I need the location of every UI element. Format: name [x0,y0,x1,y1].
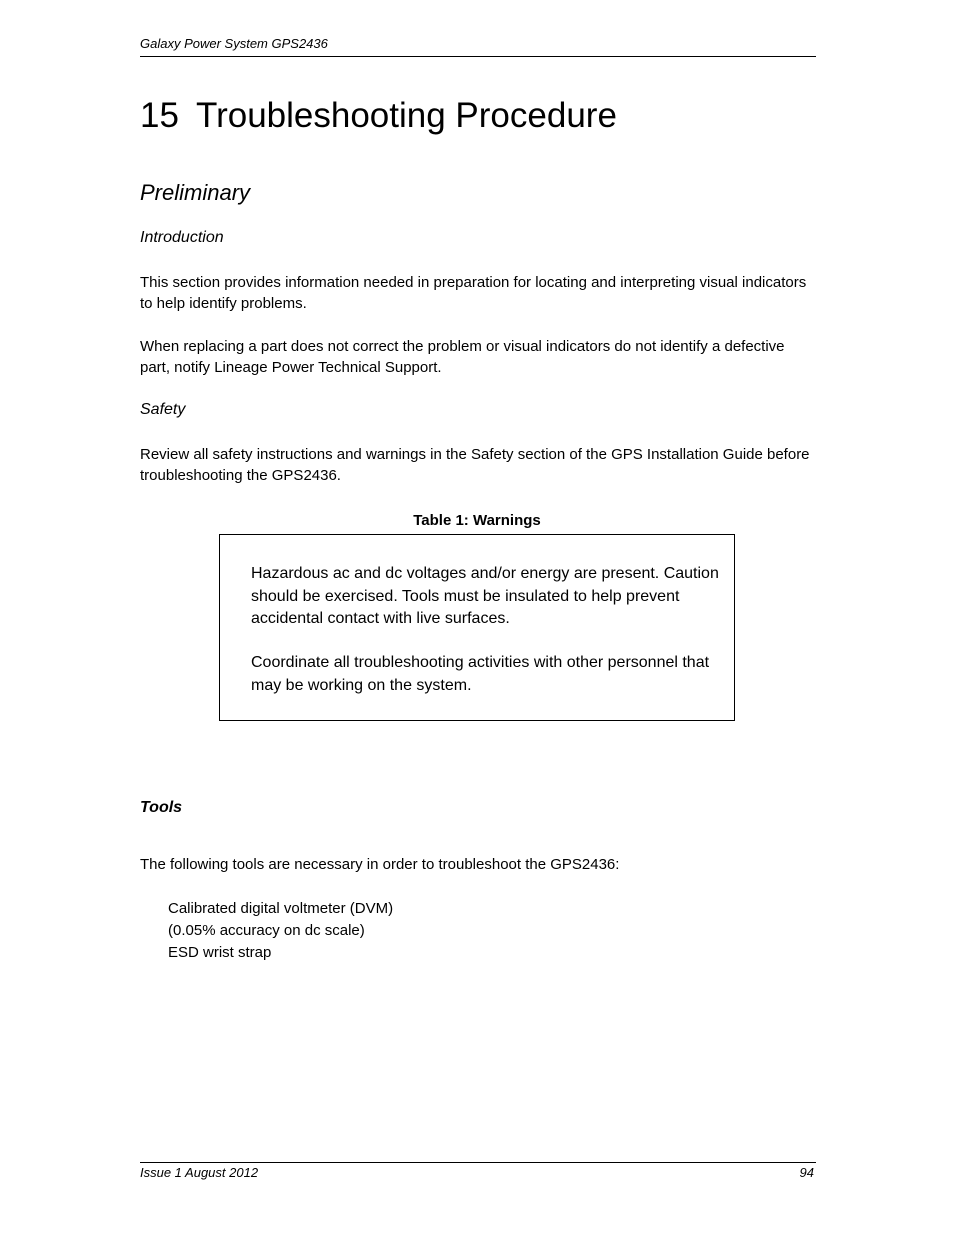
tools-intro: The following tools are necessary in order to troubleshoot the GPS2436: [140,856,620,873]
warnings-table [219,534,735,721]
running-header: Galaxy Power System GPS2436 [140,36,328,51]
warning-item: Coordinate all troubleshooting activities with other personnel that may be working on the system. [251,654,710,694]
subheading-introduction: Introduction [140,229,224,246]
safety-paragraph: Review all safety instructions and warnings in the Safety section of the GPS Installation Guide before troubleshooting the GPS2436. [140,446,810,484]
footer-rule [140,1162,816,1163]
header-rule [140,56,816,57]
section-heading-preliminary: Preliminary [140,180,251,205]
intro-paragraph-2: When replacing a part does not correct the problem or visual indicators do not identify a defective part, notify Lineage Power Technical Support. [140,338,785,376]
list-item: Calibrated digital voltmeter (DVM) [168,900,394,917]
chapter-title-text: Troubleshooting Procedure [196,96,617,135]
list-item: (0.05% accuracy on dc scale) [168,922,365,939]
page-number: 94 [799,1165,814,1180]
list-item: ESD wrist strap [168,944,272,961]
chapter-number: 15 [140,96,179,135]
intro-paragraph-1: This section provides information needed in preparation for locating and interpreting visual indicators to help identify problems. [140,274,807,312]
table-caption: Table 1: Warnings [413,512,541,529]
footer-issue: Issue 1 August 2012 [140,1165,259,1180]
chapter-title [140,96,617,136]
subheading-tools: Tools [140,799,183,816]
subheading-safety: Safety [140,401,186,418]
tools-list [168,898,393,964]
warning-item: Hazardous ac and dc voltages and/or energy are present. Caution should be exercised. Tools must be insulated to help prevent accidental contact with live surfaces. [251,565,719,627]
